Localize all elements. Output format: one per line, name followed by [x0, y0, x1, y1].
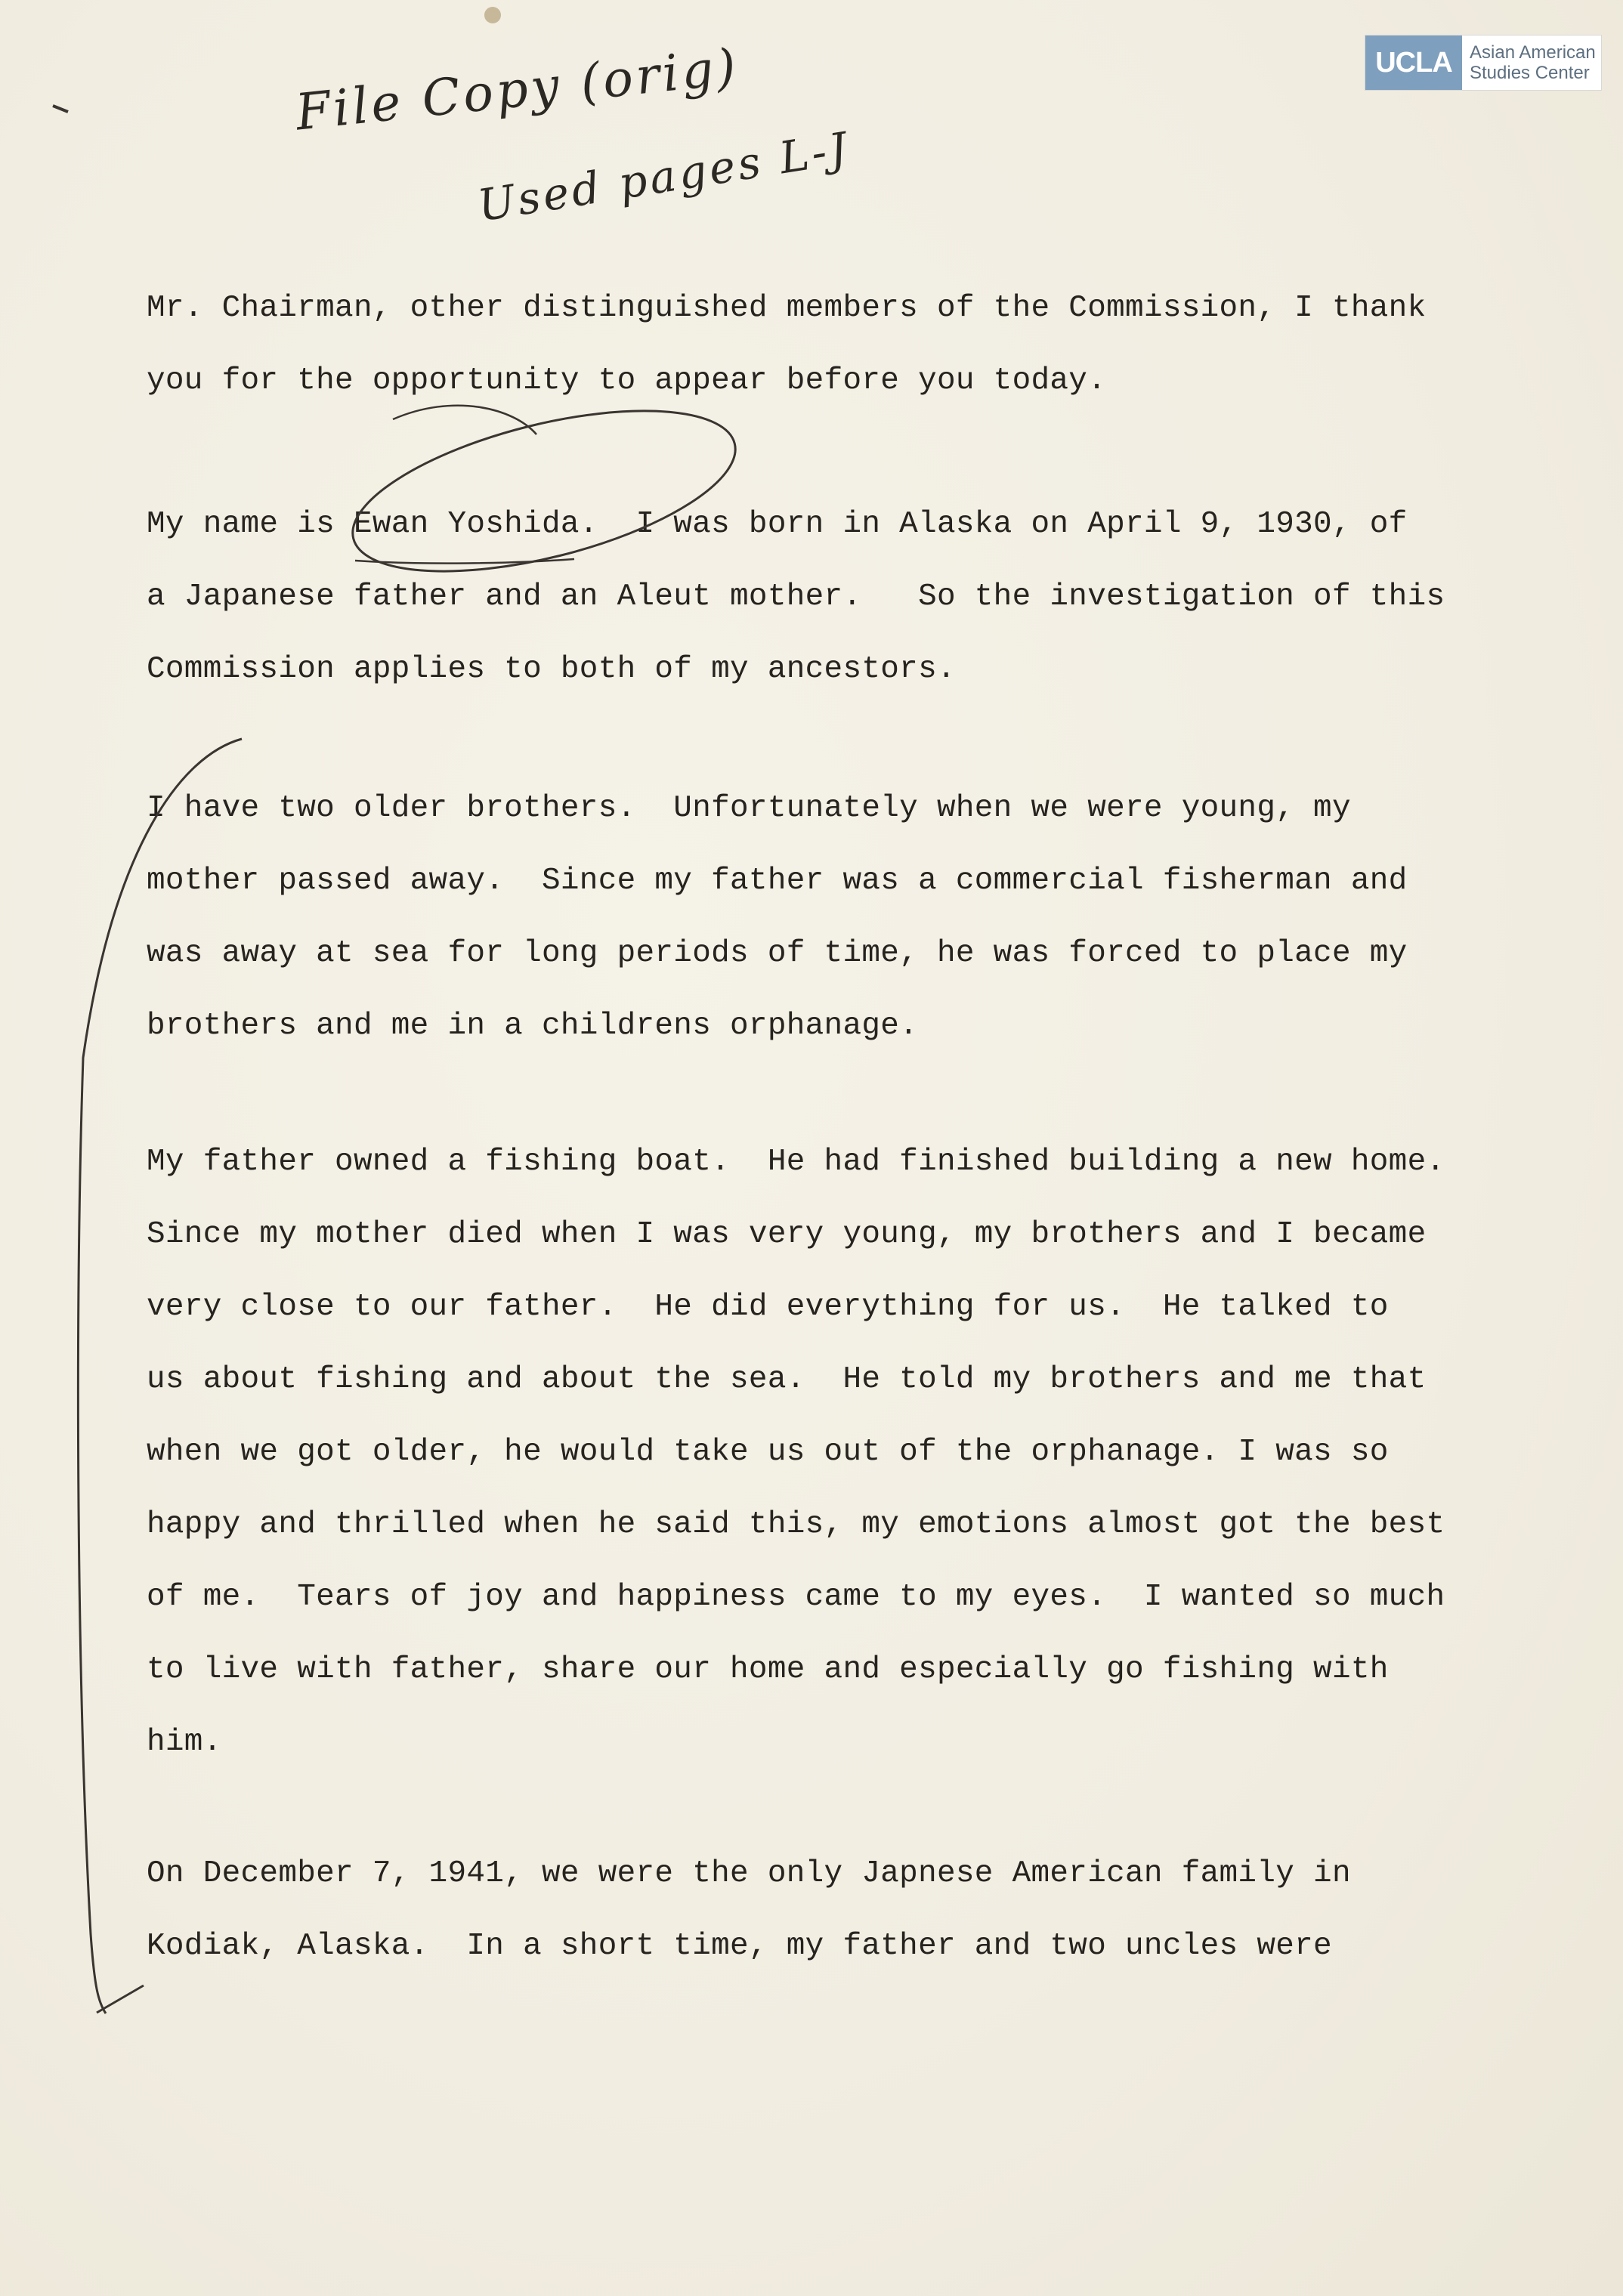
text-line: mother passed away. Since my father was a commercial fisherman and — [147, 864, 1408, 898]
paragraph-december-1941 — [147, 1837, 1529, 1982]
text-line: My father owned a fishing boat. He had finished building a new home. — [147, 1145, 1445, 1179]
ucla-asian-american-studies-center-logo — [1365, 35, 1602, 91]
paper-stain-dot — [484, 7, 501, 23]
text-line: was away at sea for long periods of time, he was forced to place my — [147, 936, 1408, 971]
text-line: when we got older, he would take us out of the orphanage. I was so — [147, 1435, 1389, 1469]
text-line: to live with father, share our home and especially go fishing with — [147, 1652, 1389, 1687]
logo-mark: UCLA — [1365, 36, 1462, 90]
text-line: Commission applies to both of my ancestors. — [147, 652, 956, 687]
text-line: Since my mother died when I was very young, my brothers and I became — [147, 1217, 1427, 1252]
handwritten-note-line-2: Used pages L-J — [474, 122, 854, 232]
logo-text — [1462, 36, 1601, 90]
text-line: him. — [147, 1725, 222, 1760]
text-line: On December 7, 1941, we were the only Japnese American family in — [147, 1856, 1351, 1891]
text-line: Kodiak, Alaska. In a short time, my father and two uncles were — [147, 1929, 1332, 1964]
text-line: My name is Ewan Yoshida. I was born in Alaska on April 9, 1930, of — [147, 507, 1408, 542]
handwritten-note-line-1: File Copy (orig) — [292, 37, 742, 142]
text-line: I have two older brothers. Unfortunately when we were young, my — [147, 791, 1351, 826]
pen-bracket-end-tick — [97, 1985, 144, 2013]
paragraph-introduction — [147, 488, 1529, 706]
paragraph-brothers — [147, 772, 1529, 1062]
text-line: brothers and me in a childrens orphanage. — [147, 1009, 919, 1043]
logo-line-2: Studies Center — [1470, 63, 1590, 83]
text-line: a Japanese father and an Aleut mother. So the investigation of this — [147, 579, 1445, 614]
paragraph-greeting — [147, 272, 1529, 417]
logo-line-1: Asian American — [1470, 42, 1596, 63]
paragraph-father — [147, 1126, 1529, 1778]
text-line: you for the opportunity to appear before you today. — [147, 363, 1107, 398]
text-line: us about fishing and about the sea. He told my brothers and me that — [147, 1362, 1427, 1397]
handwritten-note — [287, 37, 861, 249]
text-line: Mr. Chairman, other distinguished members of the Commission, I thank — [147, 291, 1427, 326]
text-line: happy and thrilled when he said this, my emotions almost got the best — [147, 1507, 1445, 1542]
text-line: of me. Tears of joy and happiness came to my eyes. I wanted so much — [147, 1580, 1445, 1615]
text-line: very close to our father. He did everything for us. He talked to — [147, 1290, 1389, 1324]
pen-dash-near-start — [53, 106, 68, 112]
